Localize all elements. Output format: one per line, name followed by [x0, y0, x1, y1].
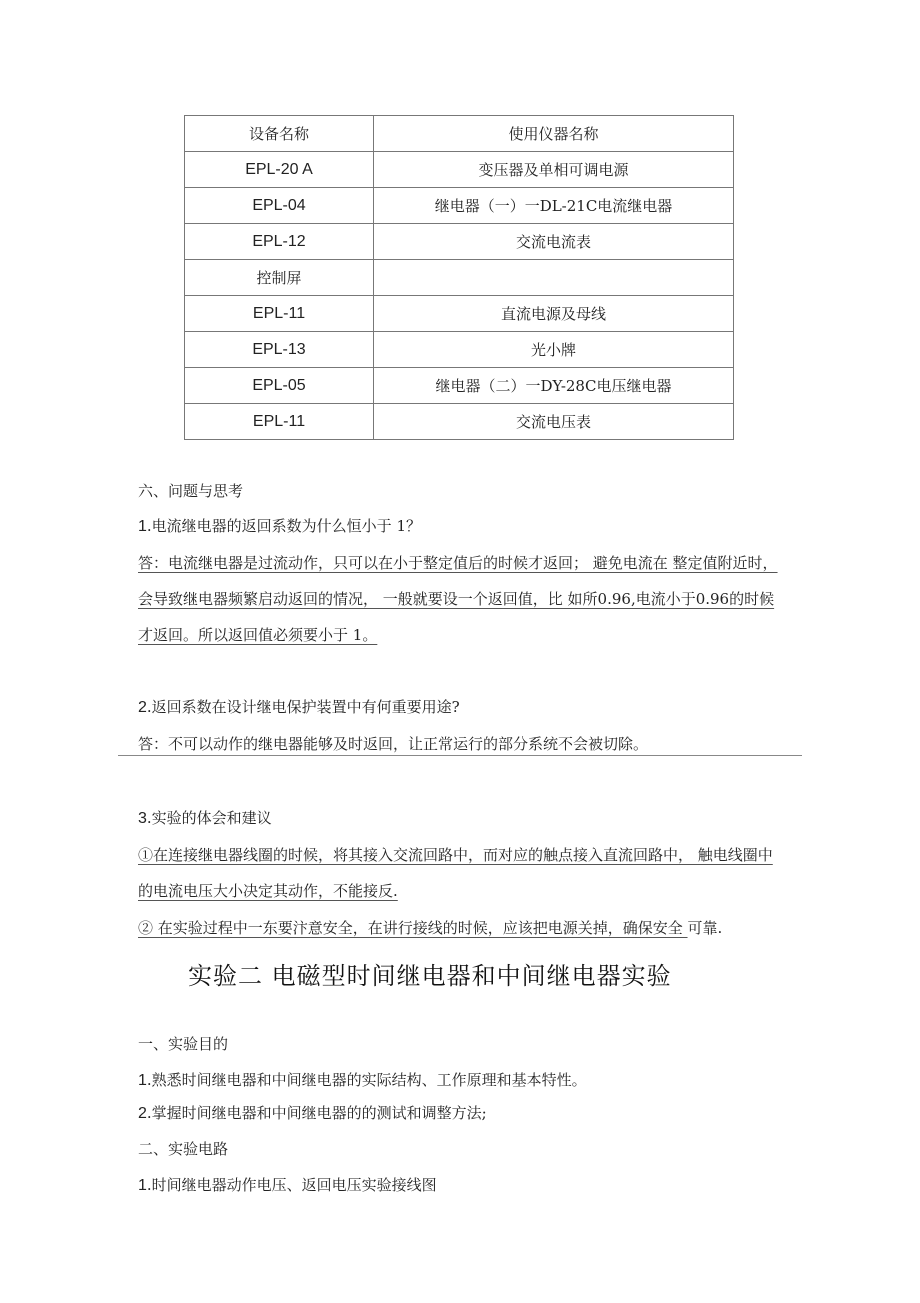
- section-heading-questions: 六、问题与思考: [138, 482, 244, 500]
- question-3-number: 3: [138, 810, 147, 827]
- equipment-table: [184, 115, 734, 440]
- device-name-cell: EPL-11: [185, 404, 374, 440]
- divider-line: [118, 755, 802, 756]
- purpose-item-1-number: 1: [138, 1072, 147, 1089]
- question-2-number: 2: [138, 699, 147, 716]
- instrument-name-cell: [374, 260, 734, 296]
- suggestion-2-underlined: ② 在实验过程中一东要汴意安全，在讲行接线的时候，应该把电源关掉，确保安全: [138, 919, 688, 937]
- device-name-cell: EPL-05: [185, 368, 374, 404]
- instrument-name-cell: 光小牌: [374, 332, 734, 368]
- device-name-cell: EPL-20 A: [185, 152, 374, 188]
- table-row: [185, 224, 734, 260]
- purpose-item-2-number: 2: [138, 1105, 147, 1122]
- question-3-text: .实验的体会和建议: [146, 809, 272, 827]
- instrument-name-cell: 直流电源及母线: [374, 296, 734, 332]
- answer-1-line-1: 答：电流继电器是过流动作，只可以在小于整定值后的时候才返回； 避免电流在 整定值附近时，: [138, 554, 778, 572]
- suggestion-2: [138, 917, 722, 938]
- question-1-number: 1: [138, 518, 147, 535]
- purpose-item-1-text: .熟悉时间继电器和中间继电器的实际结构、工作原理和基本特性。: [146, 1071, 587, 1089]
- instrument-name-cell: 交流电流表: [374, 224, 734, 260]
- instrument-name-cell: 变压器及单相可调电源: [374, 152, 734, 188]
- circuit-item-1: [138, 1174, 437, 1195]
- header-device-name: 设备名称: [185, 116, 374, 152]
- device-name-cell: EPL-12: [185, 224, 374, 260]
- table-row: [185, 260, 734, 296]
- answer-1-line-3: 才返回。所以返回值必须要小于 1。: [138, 626, 378, 644]
- table-header-row: [185, 116, 734, 152]
- purpose-item-1: [138, 1069, 587, 1090]
- equipment-table-body: [185, 116, 734, 440]
- circuit-item-1-text: .时间继电器动作电压、返回电压实验接线图: [146, 1176, 437, 1194]
- instrument-name-cell: 交流电压表: [374, 404, 734, 440]
- instrument-name-cell: 继电器（二）一DY-28C电压继电器: [374, 368, 734, 404]
- table-row: [185, 296, 734, 332]
- question-2: [138, 696, 460, 717]
- instrument-name-cell: 继电器（一）一DL-21C电流继电器: [374, 188, 734, 224]
- section-heading-circuit: 二、实验电路: [138, 1140, 229, 1158]
- header-instrument-name: 使用仪器名称: [374, 116, 734, 152]
- question-1-text: .电流继电器的返回系数为什么恒小于 1？: [146, 517, 421, 535]
- experiment-2-title: 实验二 电磁型时间继电器和中间继电器实验: [188, 962, 672, 990]
- device-name-cell: EPL-13: [185, 332, 374, 368]
- table-row: [185, 188, 734, 224]
- table-row: [185, 368, 734, 404]
- device-name-cell: EPL-11: [185, 296, 374, 332]
- purpose-item-2: [138, 1102, 487, 1123]
- suggestion-2-tail: 可靠.: [687, 919, 723, 937]
- question-1: [138, 515, 421, 536]
- question-2-text: .返回系数在设计继电保护装置中有何重要用途?: [146, 698, 460, 716]
- answer-2: 答：不可以动作的继电器能够及时返回，让正常运行的部分系统不会被切除。: [138, 735, 649, 753]
- suggestion-1-line-1: ①在连接继电器线圈的时候，将其接入交流回路中，而对应的触点接入直流回路中， 触电线圈中: [138, 846, 773, 864]
- answer-1-line-2: 会导致继电器频繁启动返回的情况， 一般就要设一个返回值，比 如所0.96,电流小于0.96的时候: [138, 590, 775, 608]
- suggestion-1-line-2: 的电流电压大小决定其动作，不能接反.: [138, 882, 398, 900]
- purpose-item-2-text: .掌握时间继电器和中间继电器的的测试和调整方法;: [146, 1104, 487, 1122]
- question-3: [138, 807, 272, 828]
- table-row: [185, 152, 734, 188]
- table-row: [185, 332, 734, 368]
- device-name-cell: 控制屏: [185, 260, 374, 296]
- device-name-cell: EPL-04: [185, 188, 374, 224]
- table-row: [185, 404, 734, 440]
- section-heading-purpose: 一、实验目的: [138, 1035, 229, 1053]
- circuit-item-1-number: 1: [138, 1177, 147, 1194]
